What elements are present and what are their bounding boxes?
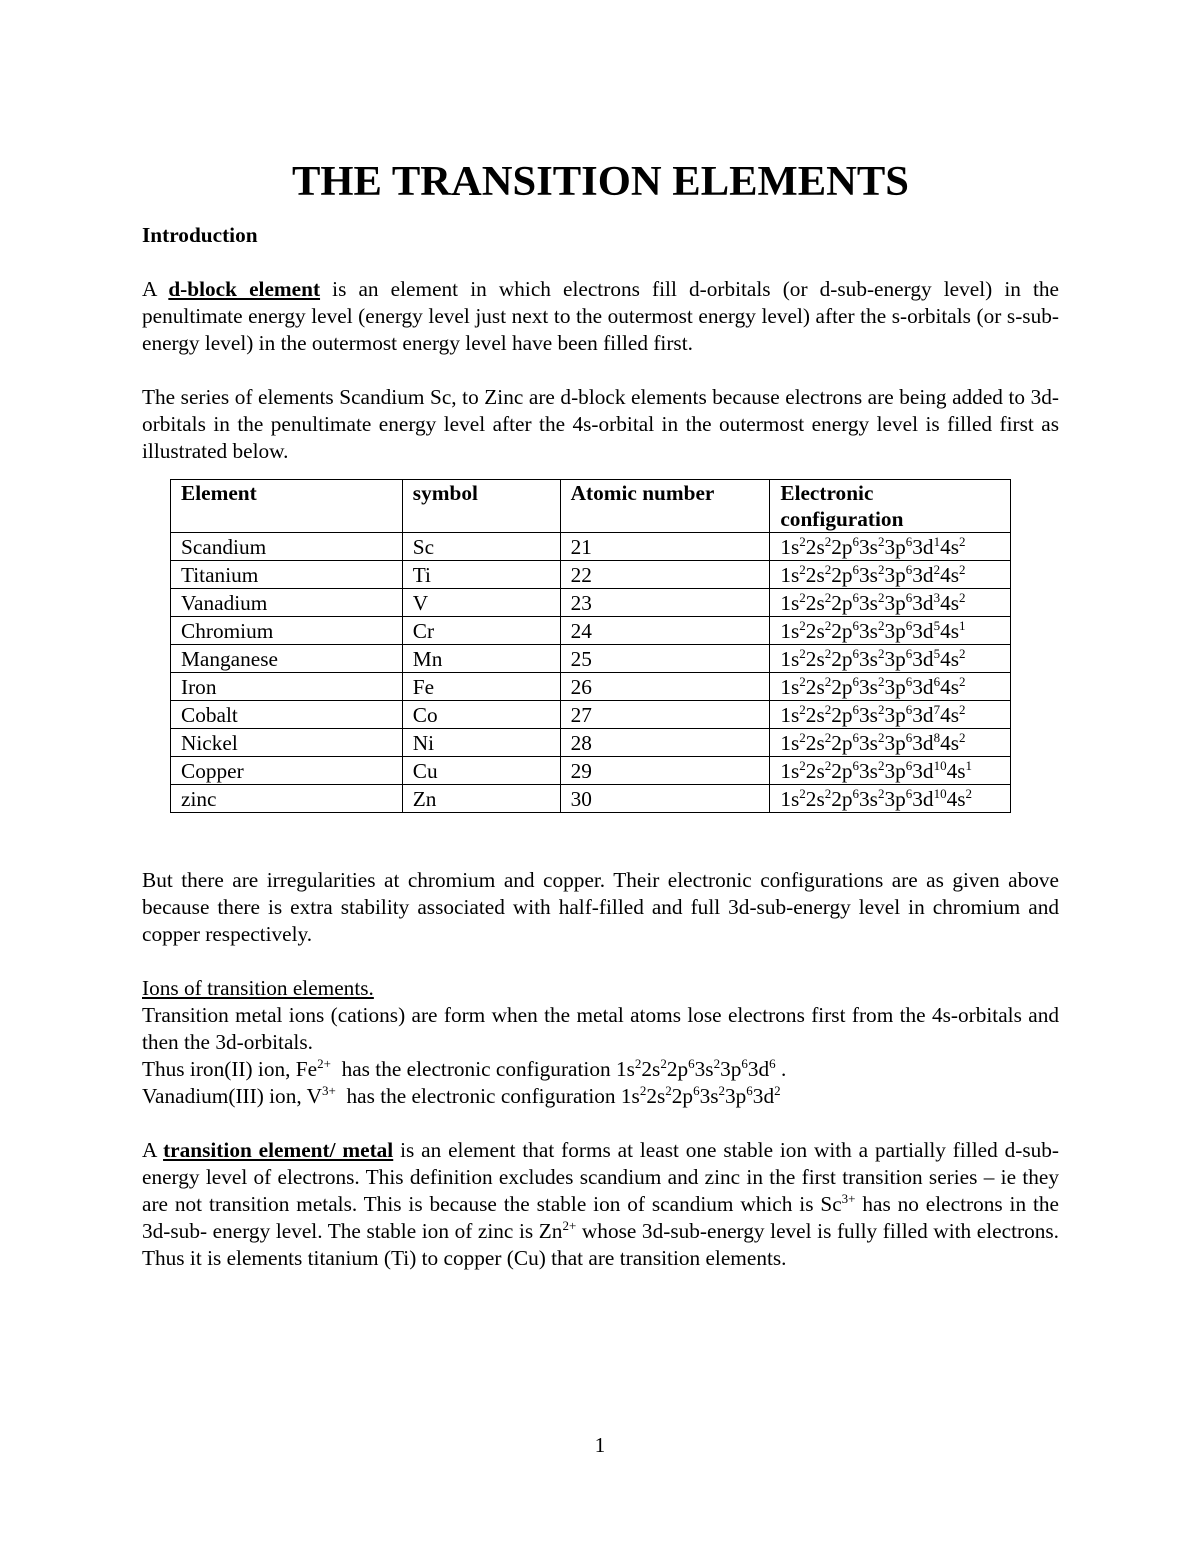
- electronic-configuration-cell: $1s^22s^22p^63s^23p^63d^{10}4s^1$: [770, 757, 1011, 785]
- d-block-term: d-block element: [168, 277, 321, 301]
- element-cell: Copper: [171, 757, 403, 785]
- header-atomic-number: Atomic number: [560, 480, 770, 533]
- electronic-configuration-cell: $1s^22s^22p^63s^23p^63d^74s^2$: [770, 701, 1011, 729]
- table-row: [171, 673, 1011, 701]
- symbol-cell: V: [402, 589, 560, 617]
- symbol-cell: Cu: [402, 757, 560, 785]
- table-row: [171, 701, 1011, 729]
- element-cell: Nickel: [171, 729, 403, 757]
- symbol-cell: Fe: [402, 673, 560, 701]
- symbol-cell: Co: [402, 701, 560, 729]
- table-row: [171, 757, 1011, 785]
- page-title: THE TRANSITION ELEMENTS: [291, 158, 909, 205]
- atomic-number-cell: 26: [560, 673, 770, 701]
- symbol-cell: Ti: [402, 561, 560, 589]
- symbol-cell: Ni: [402, 729, 560, 757]
- electronic-configuration-cell: $1s^22s^22p^63s^23p^63d^54s^1$: [770, 617, 1011, 645]
- atomic-number-cell: 22: [560, 561, 770, 589]
- symbol-cell: Cr: [402, 617, 560, 645]
- element-cell: Vanadium: [171, 589, 403, 617]
- electronic-configuration-cell: $1s^22s^22p^63s^23p^63d^14s^2$: [770, 533, 1011, 561]
- series-paragraph: The series of elements Scandium Sc, to Zinc are d-block elements because electrons are being added to 3d-orbitals in the penultimate energy level after the 4s-orbital in the outermost energy level is filled first as illustrated below.: [142, 385, 1059, 463]
- atomic-number-cell: 29: [560, 757, 770, 785]
- atomic-number-cell: 30: [560, 785, 770, 813]
- table-body: [171, 533, 1011, 813]
- table-header-row: [171, 480, 1011, 533]
- ions-paragraph: Transition metal ions (cations) are form when the metal atoms lose electrons first from the 4s-orbitals and then the 3d-orbitals.: [142, 1003, 1059, 1054]
- table-row: [171, 617, 1011, 645]
- introduction-heading: Introduction: [142, 223, 258, 247]
- element-cell: Cobalt: [171, 701, 403, 729]
- electronic-configuration-cell: $1s^22s^22p^63s^23p^63d^64s^2$: [770, 673, 1011, 701]
- atomic-number-cell: 27: [560, 701, 770, 729]
- atomic-number-cell: 25: [560, 645, 770, 673]
- symbol-cell: Mn: [402, 645, 560, 673]
- electronic-configuration-table: [170, 479, 1011, 813]
- table-row: [171, 785, 1011, 813]
- page-number: 1: [594, 1433, 606, 1457]
- header-element: Element: [171, 480, 403, 533]
- table-row: [171, 645, 1011, 673]
- element-cell: zinc: [171, 785, 403, 813]
- d-block-definition-paragraph: A d-block element is an element in which electrons fill d-orbitals (or d-sub-energy level) in the penultimate energy level (energy level just next to the outermost energy level) after the s-orbitals (or s-sub-energy level) in the outermost energy level have been filled first.: [142, 277, 1060, 355]
- header-symbol: symbol: [402, 480, 560, 533]
- document-page: [142, 158, 1060, 1272]
- electronic-configuration-cell: $1s^22s^22p^63s^23p^63d^84s^2$: [770, 729, 1011, 757]
- table-row: [171, 589, 1011, 617]
- symbol-cell: Sc: [402, 533, 560, 561]
- element-cell: Chromium: [171, 617, 403, 645]
- ions-heading: Ions of transition elements.: [142, 976, 374, 1000]
- transition-element-term: transition element/ metal: [163, 1138, 394, 1162]
- atomic-number-cell: 21: [560, 533, 770, 561]
- table-row: [171, 533, 1011, 561]
- element-cell: Iron: [171, 673, 403, 701]
- vanadium-ion-line: Vanadium(III) ion, $V^{3+}$ has the electronic configuration $1s^22s^22p^63s^23p^63d^2$: [142, 1083, 781, 1108]
- electronic-configuration-cell: $1s^22s^22p^63s^23p^63d^34s^2$: [770, 589, 1011, 617]
- iron-ion-line: Thus iron(II) ion, $Fe^{2+}$ has the electronic configuration $1s^22s^22p^63s^23p^63d^6$ .: [142, 1056, 787, 1081]
- electronic-configuration-cell: $1s^22s^22p^63s^23p^63d^{10}4s^2$: [770, 785, 1011, 813]
- header-electronic-configuration: Electronic configuration: [770, 480, 1011, 533]
- element-cell: Scandium: [171, 533, 403, 561]
- table-row: [171, 561, 1011, 589]
- irregularities-paragraph: But there are irregularities at chromium and copper. Their electronic configurations are as given above because there is extra stability associated with half-filled and full 3d-sub-energy level in chromium and copper respectively.: [142, 868, 1059, 946]
- table-row: [171, 729, 1011, 757]
- atomic-number-cell: 28: [560, 729, 770, 757]
- electronic-configuration-cell: $1s^22s^22p^63s^23p^63d^24s^2$: [770, 561, 1011, 589]
- element-cell: Titanium: [171, 561, 403, 589]
- electronic-configuration-cell: $1s^22s^22p^63s^23p^63d^54s^2$: [770, 645, 1011, 673]
- atomic-number-cell: 23: [560, 589, 770, 617]
- symbol-cell: Zn: [402, 785, 560, 813]
- transition-element-definition-paragraph: A transition element/ metal is an element that forms at least one stable ion with a partially filled d-sub- energy level of electrons. This definition excludes scandium and zinc in the first transition series – ie they are not transition metals. This is because the stable ion of scandium which is $Sc^{3+}$ has no electrons in the 3d-sub- energy level. The stable ion of zinc is $Zn^{2+}$ whose 3d-sub-energy level is fully filled with electrons. Thus it is elements titanium (Ti) to copper (Cu) that are transition elements.: [142, 1138, 1059, 1270]
- atomic-number-cell: 24: [560, 617, 770, 645]
- element-cell: Manganese: [171, 645, 403, 673]
